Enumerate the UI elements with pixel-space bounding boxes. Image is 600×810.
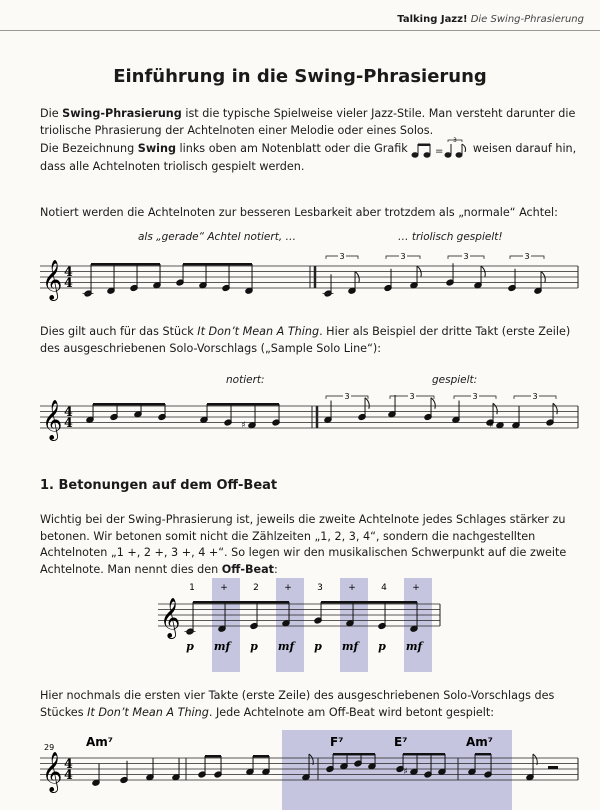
song-title: It Don’t Mean A Thing [87,705,209,719]
note-beam [333,753,375,755]
offbeat-text: : [274,562,278,576]
swing-eighths-icon [411,139,469,159]
again-text: . Jede Achtelnote am Off-Beat wird betont gespielt: [208,705,495,719]
note-beam [475,753,491,755]
svg-text:3: 3 [453,137,458,144]
treble-clef-icon: 𝄞 [160,598,181,638]
count-label: 4 [381,583,387,593]
treble-clef-icon: 𝄞 [42,400,63,440]
running-header [397,14,584,25]
triplet-number: 3 [400,252,406,261]
music-example-offbeat-accents [0,576,600,676]
note-flag [431,398,435,409]
intro-term: Swing [137,142,176,155]
time-signature-bottom: 4 [64,415,73,430]
chord-symbol: F⁷ [330,735,344,749]
dynamic-mark: p [186,640,194,653]
treble-clef-icon: 𝄞 [42,752,63,792]
sample-text: . Hier als Beispiel der dritte Takt (erste Zeile) des ausgeschriebenen Solo-Vorschlags („Sample Solo Line“): [40,325,571,355]
count-label: 2 [253,583,259,593]
book-title: Talking Jazz! [397,14,468,25]
half-rest [548,766,558,769]
note-flag [493,403,497,414]
triplet-number: 3 [463,252,469,261]
ex1-label-right: … triolisch gespielt! [398,231,503,243]
note-beam [205,755,221,757]
triplet-number: 3 [344,392,350,401]
ex2-label-left: notiert: [226,374,265,386]
count-label: 1 [189,583,195,593]
sample-text: Dies gilt auch für das Stück [40,325,198,338]
offbeat-term: Off-Beat [221,562,274,576]
intro-paragraph [40,106,580,176]
sample-paragraph [40,324,580,357]
chapter-title: Die Swing-Phrasierung [470,14,584,25]
svg-text:=: = [435,146,444,157]
count-label: + [220,583,228,593]
again-text: Hier nochmals die ersten vier Takte (erste Zeile) des ausgeschriebenen Solo-Vorschlags des Stückes [40,689,555,719]
note-beam [193,601,289,603]
ex2-label-right: gespielt: [432,374,478,386]
note-beam [93,403,165,405]
time-signature-bottom: 4 [64,767,73,782]
dynamic-mark: p [314,640,322,653]
note-beam [253,755,269,757]
music-example-sample-solo [0,386,600,456]
time-signature-top: 4 [64,264,73,279]
note-flag [553,403,557,414]
sharp-sign: ♯ [403,767,408,778]
chord-symbol: Am⁷ [466,735,494,749]
time-signature-bottom: 4 [64,275,73,290]
notated-paragraph: Notiert werden die Achtelnoten zur besseren Lesbarkeit aber trotzdem als „normale“ Achtel: [40,206,558,219]
count-label: + [284,583,292,593]
triplet-number: 3 [339,252,345,261]
dynamic-mark: mf [277,640,295,653]
triplet-number: 3 [532,392,538,401]
note-beam [207,403,279,405]
triplet-number: 3 [409,392,415,401]
intro-term: Swing-Phrasierung [62,107,182,120]
dynamic-mark: mf [213,640,231,653]
dynamic-mark: mf [405,640,423,653]
time-signature-top: 4 [64,756,73,771]
intro-text: ist die typische Spielweise vieler Jazz-Stile. Man versteht darunter die triolische Phrasierung der Achtelnoten einer Melodie oder eines Solos. [40,107,576,137]
chord-symbol: Am⁷ [86,735,114,749]
music-example-solo-line [0,730,600,810]
note-beam [321,601,417,603]
song-title: It Don’t Mean A Thing [197,325,320,338]
offbeat-text: Wichtig bei der Swing-Phrasierung ist, jeweils die zweite Achtelnote jedes Schlages stärker zu betonen. Wir betonen somit nicht die Zählzeiten „1, 2, 3, 4“, sondern die nachgestellten Achtelnoten „1 +, 2 +, 3 +, 4 +“. So legen wir den musikalischen Schwerpunkt auf die zweite Achtelnote. Man nennt dies den [40,513,567,576]
intro-text: Die [40,107,63,120]
intro-text: links oben am Notenblatt oder die Grafik [175,142,412,155]
triplet-number: 3 [472,392,478,401]
page-title: Einführung in die Swing-Phrasierung [113,66,487,87]
again-paragraph [40,688,580,721]
section-heading: 1. Betonungen auf dem Off-Beat [40,478,278,493]
sharp-sign: ♯ [241,420,246,431]
note-flag [365,398,369,409]
treble-clef-icon: 𝄞 [42,260,63,300]
time-signature-top: 4 [64,404,73,419]
count-label: + [412,583,420,593]
note-beam [91,263,160,265]
ex1-label-left: als „gerade“ Achtel notiert, … [138,231,297,243]
intro-text: weisen darauf hin, dass alle Achtelnoten triolisch gespielt werden. [40,142,577,173]
bar-number: 29 [44,743,55,752]
music-example-straight-vs-swing [0,246,600,316]
dynamic-mark: p [378,640,386,653]
header-rule [0,30,600,31]
dynamic-mark: p [250,640,258,653]
chord-symbol: E⁷ [394,735,408,749]
dynamic-mark: mf [341,640,359,653]
offbeat-paragraph [40,512,580,578]
count-label: 3 [317,583,323,593]
count-label: + [348,583,356,593]
note-beam [183,263,252,265]
triplet-number: 3 [524,252,530,261]
note-beam [403,753,445,755]
intro-text: Die Bezeichnung [40,142,138,155]
sharp-sign: ♯ [489,420,494,431]
